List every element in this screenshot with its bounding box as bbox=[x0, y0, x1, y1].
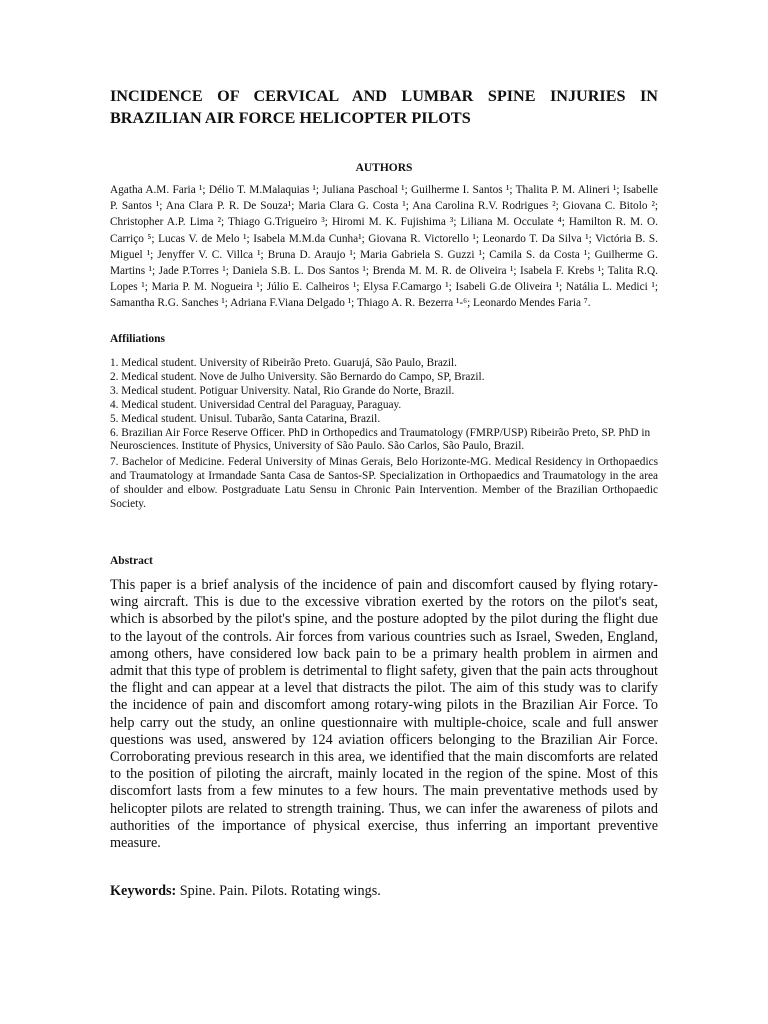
affiliations-heading: Affiliations bbox=[110, 333, 165, 345]
author-list: Agatha A.M. Faria ¹; Délio T. M.Malaquias ¹; Juliana Paschoal ¹; Guilherme I. Santos ¹; Thalita P. M. Alineri ¹; Isabelle P. Santos ¹; Ana Clara P. R. De Souza¹; Maria Clara G. Costa ¹; Ana Carolina R.V. Rodrigues ²; Giovana C. Bitolo ²; Christopher A.P. Lima ²; Thiago G.Trigueiro ³; Hiromi M. K. Fujishima ³; Liliana M. Occulate ⁴; Hamilton R. M. O. Carriço ⁵; Lucas V. de Melo ¹; Isabela M.M.da Cunha¹; Giovana R. Victorello ¹; Leonardo T. Da Silva ¹; Victória B. S. Miguel ¹; Jenyffer V. C. Villca ¹; Bruna D. Araujo ¹; Maria Gabriela S. Guzzi ¹; Camila S. da Costa ¹; Guilherme G. Martins ¹; Jade P.Torres ¹; Daniela S.B. L. Dos Santos ¹; Brenda M. M. R. de Oliveira ¹; Isabela F. Krebs ¹; Talita R.Q. Lopes ¹; Maria P. M. Nogueira ¹; Júlio E. Calheiros ¹; Elysa F.Camargo ¹; Isabeli G.de Oliveira ¹; Natália L. Medici ¹; Samantha R.G. Sanches ¹; Adriana F.Viana Delgado ¹; Thiago A. R. Bezerra ¹-⁶; Leonardo Mendes Faria ⁷. bbox=[110, 184, 658, 310]
affiliation-list bbox=[110, 357, 658, 512]
affiliation-item: 2. Medical student. Nove de Julho University. São Bernardo do Campo, SP, Brazil. bbox=[110, 370, 485, 383]
keywords-line bbox=[110, 882, 658, 900]
keywords-label: Keywords: bbox=[110, 883, 177, 899]
affiliation-item: 1. Medical student. University of Ribeirão Preto. Guarujá, São Paulo, Brazil. bbox=[110, 357, 457, 369]
affiliation-item: 7. Bachelor of Medicine. Federal University of Minas Gerais, Belo Horizonte-MG. Medical Residency in Orthopaedics and Traumatology at Irmandade Santa Casa de Santos-SP. Specialization in Orthopaedics and Traumatology in the area of shoulder and elbow. Postgraduate Latu Sensu in Chronic Pain Intervention. Member of the Brazilian Orthopaedic Society. bbox=[110, 456, 658, 511]
affiliation-item: 6. Brazilian Air Force Reserve Officer. PhD in Orthopedics and Traumatology (FMRP/USP) Ribeirão Preto, SP. PhD in Neurosciences. Institute of Physics, University of São Paulo. São Carlos, São Paulo, Brazil. bbox=[110, 426, 651, 453]
abstract-body: This paper is a brief analysis of the incidence of pain and discomfort caused by flying rotary-wing aircraft. This is due to the excessive vibration exerted by the rotors on the pilot's seat, which is absorbed by the pilot's spine, and the posture adopted by the pilot during the flight due to the layout of the controls. Air forces from various countries such as Israel, Sweden, England, among others, have considered low back pain to be a primary health problem in airmen and admit that this type of problem is detrimental to flight safety, given that the pain acts throughout the flight and can appear at a level that distracts the pilot. The aim of this study was to clarify the incidence of pain and discomfort among rotary-wing pilots in the Brazilian Air Force. To help carry out the study, an online questionnaire with multiple-choice, scale and full answer questions was used, answered by 124 aviation officers belonging to the Brazilian Air Force. Corroborating previous research in this area, we identified that the main discomforts are related to the position of piloting the aircraft, mainly located in the region of the spine. Most of this discomfort lasts from a few minutes to a few hours. The main preventative methods used by helicopter pilots are related to strength training. Thus, we can infer the awareness of pilots and authorities of the importance of physical exercise, thus inferring an important preventive measure. bbox=[110, 577, 658, 852]
keywords-text: Spine. Pain. Pilots. Rotating wings. bbox=[176, 883, 381, 899]
affiliation-item: 5. Medical student. Unisul. Tubarão, Santa Catarina, Brazil. bbox=[110, 412, 381, 425]
paper-title: INCIDENCE OF CERVICAL AND LUMBAR SPINE INJURIES IN BRAZILIAN AIR FORCE HELICOPTER PILOTS bbox=[110, 87, 658, 127]
affiliation-item: 4. Medical student. Universidad Central del Paraguay, Paraguay. bbox=[110, 398, 402, 411]
affiliation-item: 3. Medical student. Potiguar University. Natal, Rio Grande do Norte, Brazil. bbox=[110, 384, 455, 397]
abstract-heading: Abstract bbox=[110, 555, 153, 567]
authors-heading: AUTHORS bbox=[355, 162, 413, 174]
